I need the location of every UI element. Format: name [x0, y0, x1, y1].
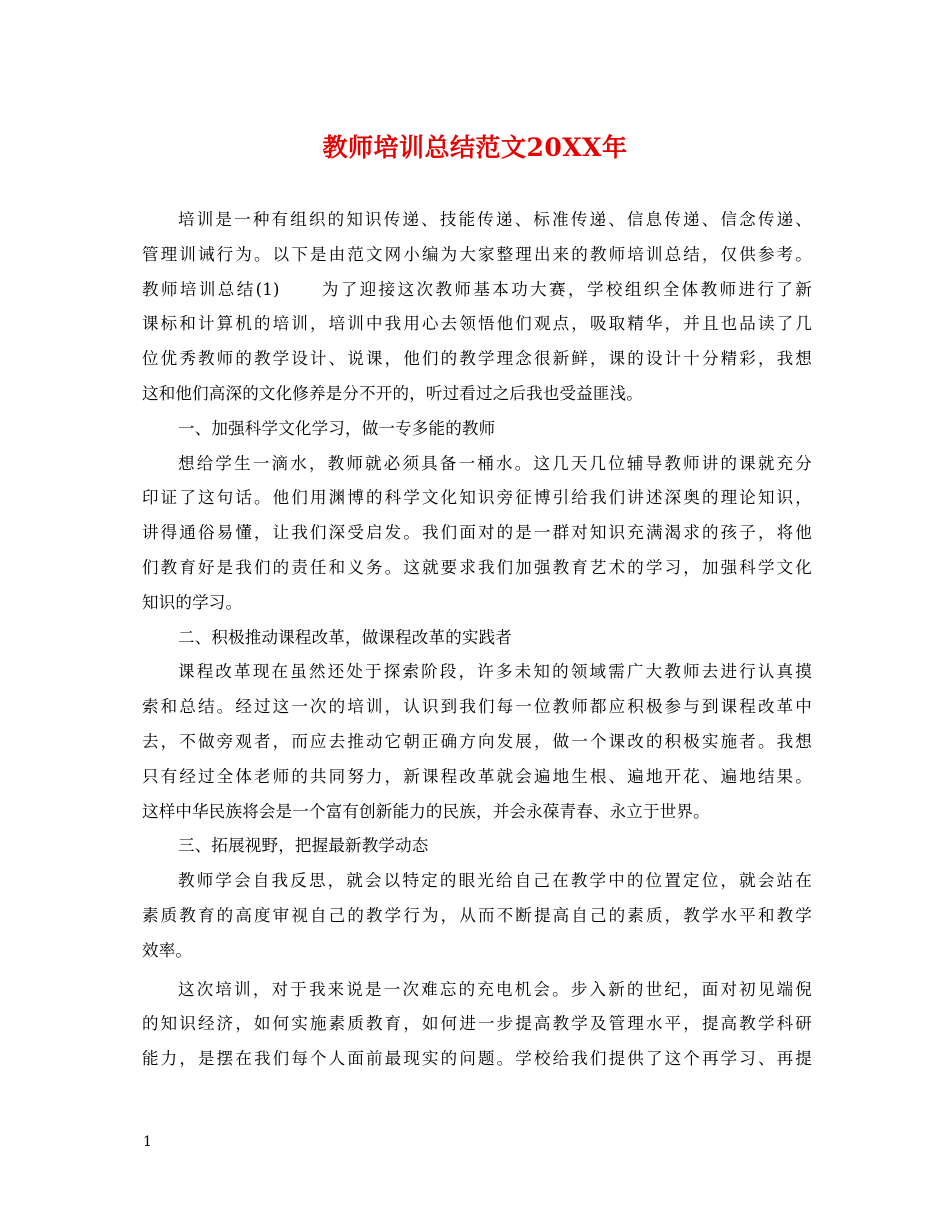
intro-line-4: 课标和计算机的培训，培训中我用心去领悟他们观点，吸取精华，并且也品读了几 — [142, 314, 812, 334]
section-3-line-2: 素质教育的高度审视自己的教学行为，从而不断提高自己的素质，教学水平和教学 — [142, 905, 812, 925]
page-number: 1 — [143, 1134, 152, 1150]
section-1-line-1: 想给学生一滴水，教师就必须具备一桶水。这几天几位辅导教师讲的课就充分 — [178, 453, 812, 473]
summary-label: 教师培训总结(1) — [142, 279, 280, 299]
section-1-line-2: 印证了这句话。他们用渊博的科学文化知识旁征博引给我们讲述深奥的理论知识， — [142, 488, 812, 508]
intro-line-3 — [142, 273, 812, 308]
section-2-line-5: 这样中华民族将会是一个富有创新能力的民族，并会永葆青春、永立于世界。 — [142, 801, 710, 821]
intro-line-1: 培训是一种有组织的知识传递、技能传递、标准传递、信息传递、信念传递、 — [178, 210, 812, 229]
intro-line-5: 位优秀教师的教学设计、说课，他们的教学理念很新鲜，课的设计十分精彩，我想 — [142, 349, 812, 369]
document-body — [142, 203, 812, 1077]
section-2-line-1: 课程改革现在虽然还处于探索阶段，许多未知的领域需广大教师去进行认真摸 — [178, 662, 812, 682]
closing-line-1: 这次培训，对于我来说是一次难忘的充电机会。步入新的世纪，面对初见端倪 — [178, 979, 812, 999]
section-2-line-3: 去，不做旁观者，而应去推动它朝正确方向发展，做一个课改的积极实施者。我想 — [142, 731, 812, 751]
closing-line-3: 能力，是摆在我们每个人面前最现实的问题。学校给我们提供了这个再学习、再提 — [142, 1049, 812, 1069]
section-1-heading: 一、加强科学文化学习，做一专多能的教师 — [178, 418, 496, 438]
section-2-line-4: 只有经过全体老师的共同努力，新课程改革就会遍地生根、遍地开花、遍地结果。 — [142, 766, 812, 786]
document-title: 教师培训总结范文20XX年 — [322, 133, 628, 162]
section-1-line-3: 讲得通俗易懂，让我们深受启发。我们面对的是一群对知识充满渴求的孩子，将他 — [142, 523, 812, 543]
intro-line-2: 管理训诫行为。以下是由范文网小编为大家整理出来的教师培训总结，仅供参考。 — [142, 244, 812, 264]
section-1-line-5: 知识的学习。 — [142, 592, 243, 612]
section-1-line-4: 们教育好是我们的责任和义务。这就要求我们加强教育艺术的学习，加强科学文化 — [142, 557, 812, 577]
closing-line-2: 的知识经济，如何实施素质教育，如何进一步提高教学及管理水平，提高教学科研 — [142, 1014, 812, 1034]
section-2-heading: 二、积极推动课程改革，做课程改革的实践者 — [178, 627, 512, 647]
section-3-heading: 三、拓展视野，把握最新教学动态 — [178, 836, 429, 856]
section-3-line-3: 效率。 — [142, 940, 193, 960]
summary-opening-text: 为了迎接这次教师基本功大赛，学校组织全体教师进行了新 — [319, 279, 812, 299]
section-3-line-1: 教师学会自我反思，就会以特定的眼光给自己在教学中的位置定位，就会站在 — [178, 871, 812, 891]
intro-line-6: 这和他们高深的文化修养是分不开的，听过看过之后我也受益匪浅。 — [142, 383, 643, 403]
section-2-line-2: 索和总结。经过这一次的培训，认识到我们每一位教师都应积极参与到课程改革中 — [142, 697, 812, 717]
